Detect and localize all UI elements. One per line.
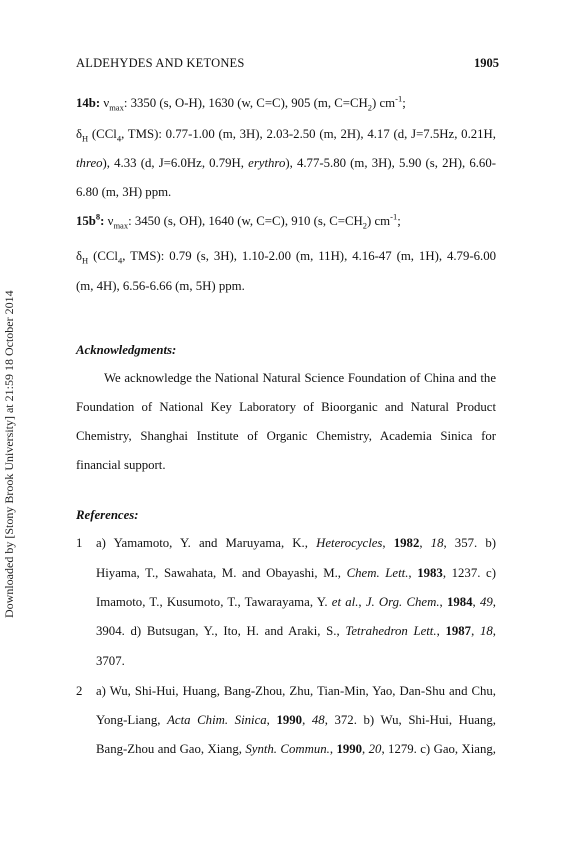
compound-14b-nmr-line-1: $\delta_H$ (CCl$_4$, TMS): 0.77-1.00 (m, 3H), 2.03-2.50 (m, 2H), 4.17 (d, J=7.5Hz, 0.21H, xyxy=(76,127,497,144)
acknowledgments-line: Chemistry, Shanghai Institute of Organic Chemistry, Academia Sinica for xyxy=(76,429,496,443)
download-watermark: Downloaded by [Stony Brook University] at 21:59 18 October 2014 xyxy=(2,290,16,618)
page-number: 1905 xyxy=(474,56,499,70)
compound-14b-ir: 14b: $\nu_{max}$: 3350 (s, O-H), 1630 (w, C=C), 905 (m, $C=CH_2$) $cm^{-1}$; xyxy=(76,93,406,113)
references-heading: References: xyxy=(76,508,139,522)
reference-1-line-4: 3904. d) Butsugan, Y., Ito, H. and Araki, S., Tetrahedron Lett., 1987, 18, xyxy=(96,624,496,638)
acknowledgments-line: Foundation of National Key Laboratory of Bioorganic and Natural Product xyxy=(76,400,496,414)
compound-14b-nmr-line-3: 6.80 (m, 3H) ppm. xyxy=(76,185,172,199)
reference-1-line-5: 3707. xyxy=(96,654,125,668)
compound-14b-nmr-line-2: threo), 4.33 (d, J=6.0Hz, 0.79H, erythro), 4.77-5.80 (m, 3H), 5.90 (s, 2H), 6.60- xyxy=(76,156,496,170)
reference-1-line-2: Hiyama, T., Sawahata, M. and Obayashi, M., Chem. Lett., 1983, 1237. c) xyxy=(96,566,496,580)
reference-2-line-2: Yong-Liang, Acta Chim. Sinica, 1990, 48, 372. b) Wu, Shi-Hui, Huang, xyxy=(96,713,496,727)
compound-15b-nmr-line-1: $\delta_H$ (CCl$_4$, TMS): 0.79 (s, 3H), 1.10-2.00 (m, 11H), 4.16-47 (m, 1H), 4.79-6.00 xyxy=(76,249,497,266)
reference-number: 2 xyxy=(76,684,83,698)
acknowledgments-line: financial support. xyxy=(76,458,166,472)
reference-2-line-3: Bang-Zhou and Gao, Xiang, Synth. Commun., 1990, 20, 1279. c) Gao, Xiang, xyxy=(96,742,496,756)
compound-15b-label: $15b^8$: xyxy=(76,211,105,228)
running-title: ALDEHYDES AND KETONES xyxy=(76,56,245,70)
compound-15b-ir: $15b^8$: $\nu_{max}$: 3450 (s, OH), 1640 (w, C=C), 910 (s, $C=CH_2$) $cm^{-1}$; xyxy=(76,211,401,231)
compound-14b-label: 14b: xyxy=(76,96,101,110)
acknowledgments-line: We acknowledge the National Natural Science Foundation of China and the xyxy=(104,371,496,385)
reference-1-line-1: a) Yamamoto, Y. and Maruyama, K., Heterocycles, 1982, 18, 357. b) xyxy=(96,536,496,550)
acknowledgments-heading: Acknowledgments: xyxy=(76,343,177,357)
reference-1-line-3: Imamoto, T., Kusumoto, T., Tawarayama, Y. et al., J. Org. Chem., 1984, 49, xyxy=(96,595,496,609)
compound-15b-nmr-line-2: (m, 4H), 6.56-6.66 (m, 5H) ppm. xyxy=(76,279,245,293)
reference-number: 1 xyxy=(76,536,83,550)
reference-2-line-1: a) Wu, Shi-Hui, Huang, Bang-Zhou, Zhu, Tian-Min, Yao, Dan-Shu and Chu, xyxy=(96,684,496,698)
